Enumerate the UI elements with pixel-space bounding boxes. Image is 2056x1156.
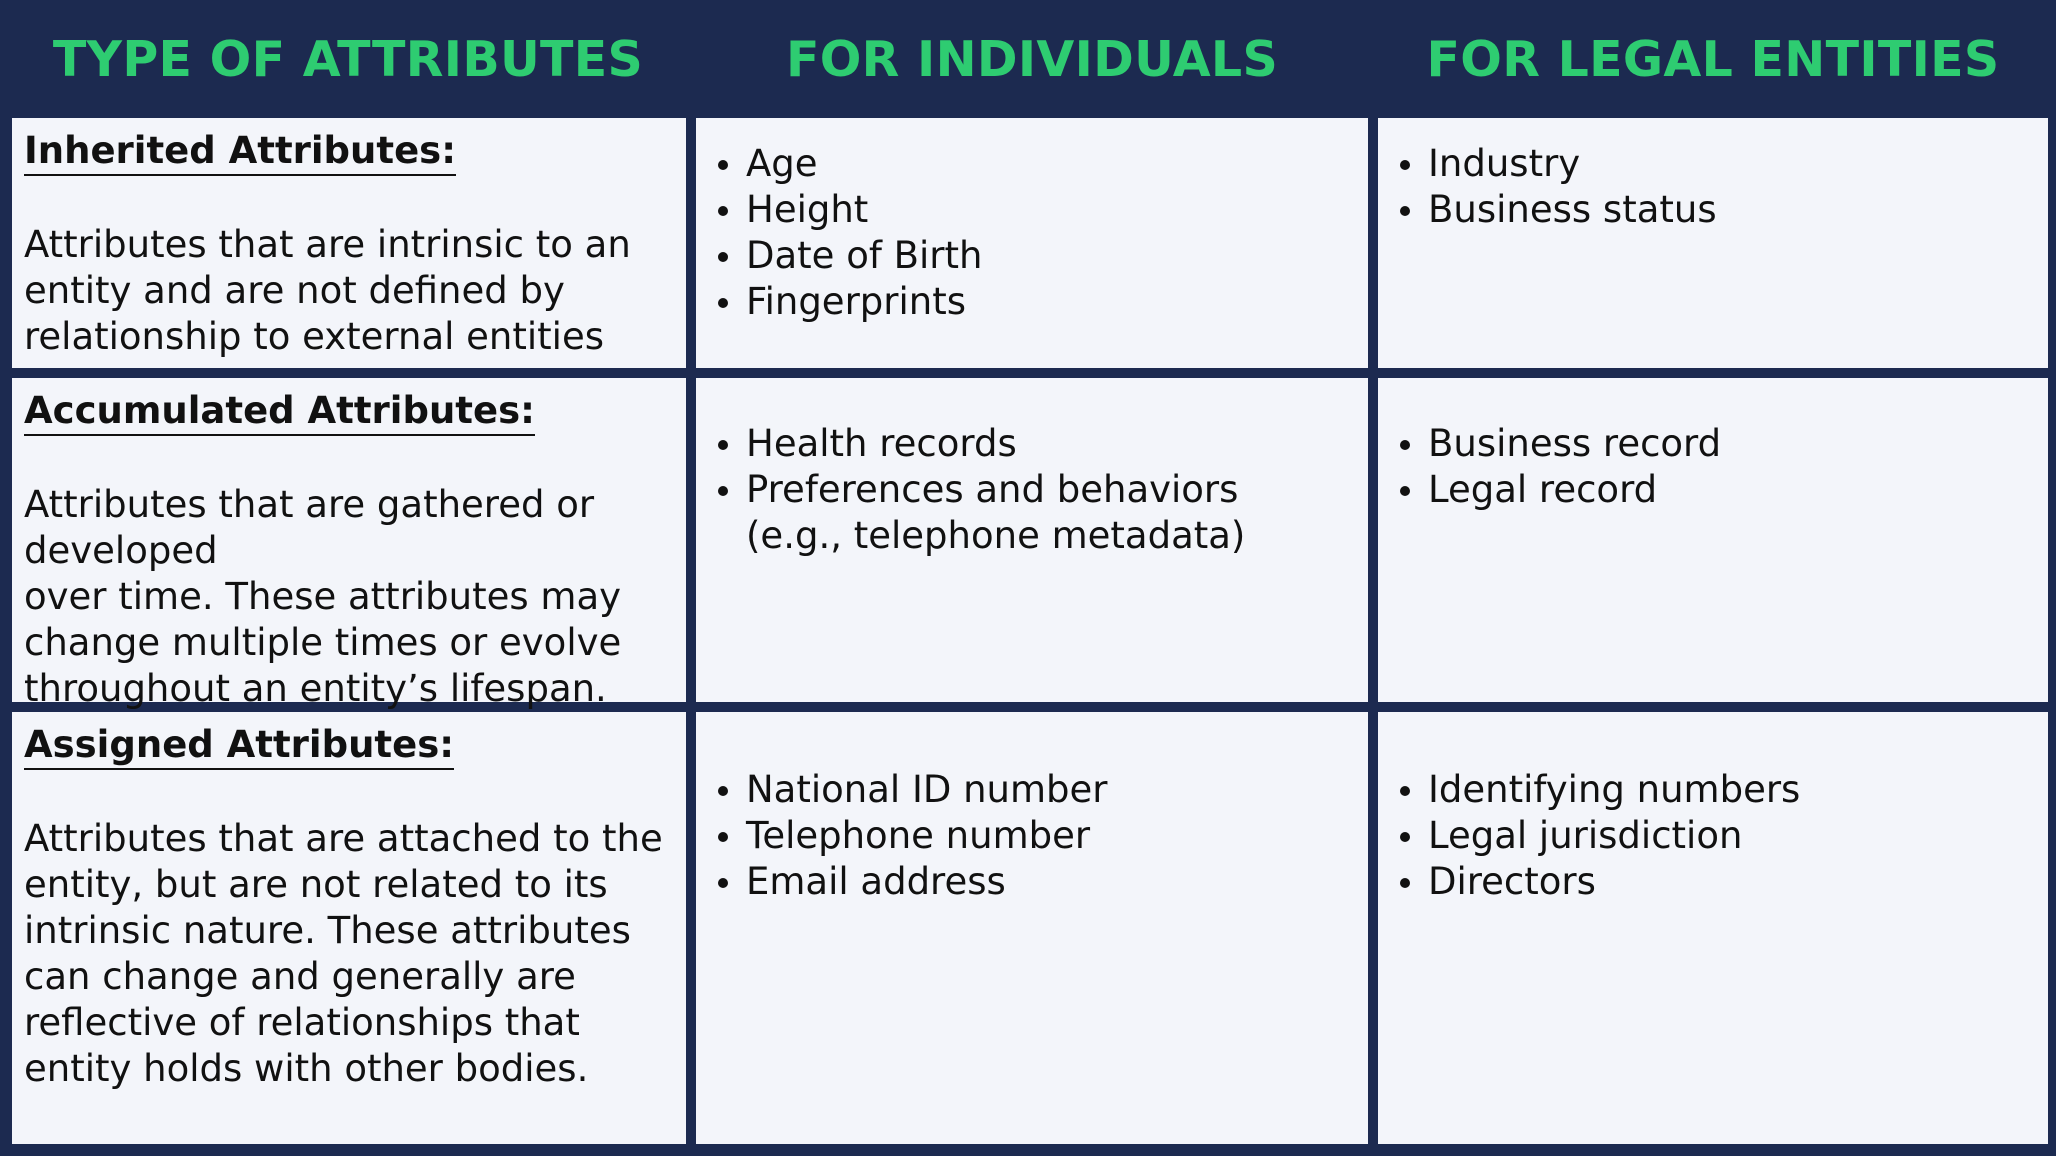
header-type-of-attributes: TYPE OF ATTRIBUTES xyxy=(52,30,644,88)
list-item: Business record xyxy=(1390,421,2008,467)
header-for-individuals: FOR INDIVIDUALS xyxy=(785,30,1279,88)
bullet-list xyxy=(1390,141,2008,233)
type-cell-accumulated xyxy=(12,378,686,710)
bullet-list xyxy=(1390,767,2008,905)
list-item: National ID number xyxy=(708,767,1328,813)
bullet-list xyxy=(1390,421,2008,513)
individuals-cell-assigned xyxy=(696,712,1368,1144)
bullet-list xyxy=(708,141,1328,325)
list-item: Industry xyxy=(1390,141,2008,187)
list-item: Legal jurisdiction xyxy=(1390,813,2008,859)
list-item: Age xyxy=(708,141,1328,187)
list-item: Date of Birth xyxy=(708,233,1328,279)
type-title: Assigned Attributes: xyxy=(24,722,454,770)
type-description: Attributes that are intrinsic to an entity and are not defined by relationship to external entities xyxy=(24,223,631,358)
legal-cell-accumulated xyxy=(1378,378,2048,702)
list-item: Legal record xyxy=(1390,467,2008,513)
list-item: Health records xyxy=(708,421,1328,467)
individuals-cell-inherited xyxy=(696,118,1368,368)
type-description: Attributes that are attached to the entity, but are not related to its intrinsic nature. These attributes can change and generally are reflective of relationships that entity holds with other bodies. xyxy=(24,817,663,1090)
list-item: Identifying numbers xyxy=(1390,767,2008,813)
bullet-list xyxy=(708,421,1328,559)
type-cell-inherited xyxy=(12,118,686,368)
type-description: Attributes that are gathered or developed over time. These attributes may change multiple times or evolve throughout an entity’s lifespan. xyxy=(24,483,622,710)
type-title: Inherited Attributes: xyxy=(24,128,456,176)
type-cell-assigned xyxy=(12,712,686,1144)
bullet-list xyxy=(708,767,1328,905)
legal-cell-assigned xyxy=(1378,712,2048,1144)
list-item: Directors xyxy=(1390,859,2008,905)
type-title: Accumulated Attributes: xyxy=(24,388,535,436)
header-row xyxy=(0,0,2056,118)
individuals-cell-accumulated xyxy=(696,378,1368,702)
list-item: Preferences and behaviors (e.g., telephone metadata) xyxy=(708,467,1328,559)
list-item: Fingerprints xyxy=(708,279,1328,325)
list-item: Business status xyxy=(1390,187,2008,233)
legal-cell-inherited xyxy=(1378,118,2048,368)
list-item: Telephone number xyxy=(708,813,1328,859)
list-item: Email address xyxy=(708,859,1328,905)
header-for-legal-entities: FOR LEGAL ENTITIES xyxy=(1426,30,2000,88)
list-item: Height xyxy=(708,187,1328,233)
